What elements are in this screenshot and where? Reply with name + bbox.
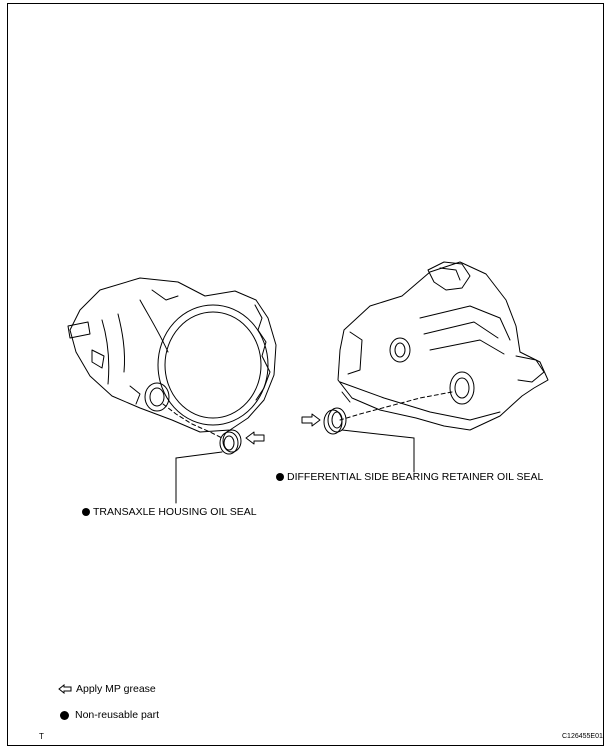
legend-grease <box>58 683 156 695</box>
left-transaxle-drawing <box>68 278 276 438</box>
callout-differential-seal <box>276 471 543 483</box>
figure-code: C126455E01 <box>562 733 603 740</box>
legend-non-reusable <box>60 709 159 721</box>
apply-grease-arrow-right <box>302 414 320 426</box>
callout-housing-seal-text: TRANSAXLE HOUSING OIL SEAL <box>93 506 257 518</box>
housing-oil-seal <box>176 430 241 503</box>
legend-non-reusable-text: Non-reusable part <box>75 709 160 721</box>
right-transaxle-drawing <box>338 262 548 430</box>
non-reusable-dot-icon <box>82 508 90 516</box>
non-reusable-dot-icon <box>276 473 284 481</box>
non-reusable-dot-icon <box>60 711 69 720</box>
apply-grease-arrow-left <box>246 432 264 444</box>
legend-grease-text: Apply MP grease <box>76 683 156 695</box>
callout-differential-seal-text: DIFFERENTIAL SIDE BEARING RETAINER OIL SEAL <box>287 471 544 483</box>
grease-arrow-icon <box>58 684 72 694</box>
differential-oil-seal <box>324 408 414 472</box>
corner-left-mark: T <box>39 732 44 741</box>
callout-housing-seal <box>82 506 257 518</box>
